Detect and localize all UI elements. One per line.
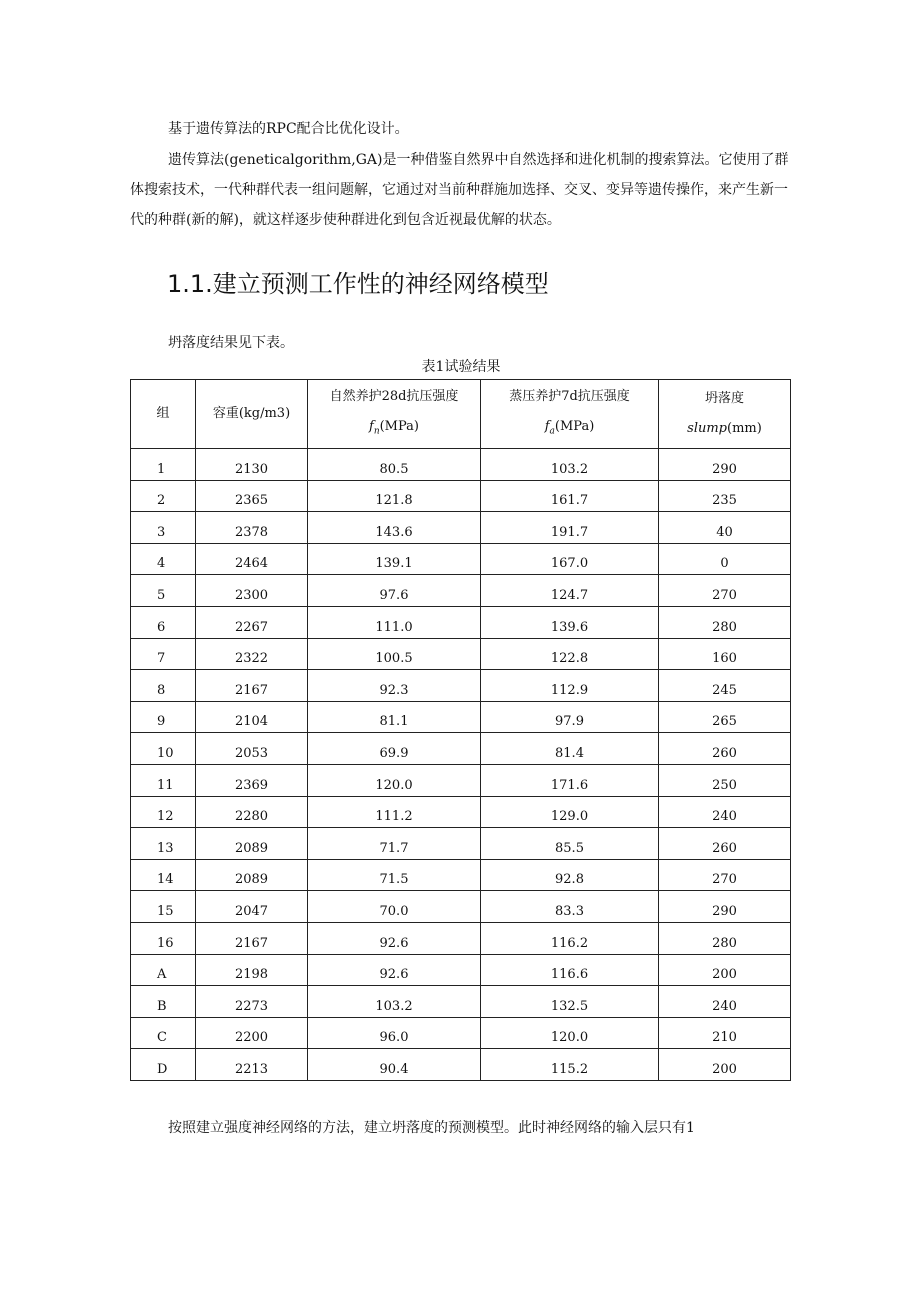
cell-steam-strength: 161.7 xyxy=(481,480,659,512)
cell-slump: 270 xyxy=(659,575,791,607)
cell-density: 2198 xyxy=(196,954,308,986)
cell-steam-strength: 92.8 xyxy=(481,859,659,891)
results-table xyxy=(130,379,791,1081)
cell-group: D xyxy=(131,1049,196,1081)
header-steam-title: 蒸压养护7d抗压强度 xyxy=(509,388,630,404)
table-row xyxy=(131,638,791,670)
cell-natural-strength: 139.1 xyxy=(308,543,481,575)
table-row xyxy=(131,670,791,702)
table-row xyxy=(131,986,791,1018)
table-row xyxy=(131,859,791,891)
cell-slump: 290 xyxy=(659,449,791,481)
cell-density: 2047 xyxy=(196,891,308,923)
cell-steam-strength: 83.3 xyxy=(481,891,659,923)
cell-natural-strength: 90.4 xyxy=(308,1049,481,1081)
cell-group: 10 xyxy=(131,733,196,765)
cell-slump: 0 xyxy=(659,543,791,575)
cell-group: B xyxy=(131,986,196,1018)
cell-group: A xyxy=(131,954,196,986)
cell-slump: 210 xyxy=(659,1017,791,1049)
cell-density: 2053 xyxy=(196,733,308,765)
cell-group: 2 xyxy=(131,480,196,512)
cell-group: 3 xyxy=(131,512,196,544)
cell-steam-strength: 97.9 xyxy=(481,701,659,733)
cell-group: 1 xyxy=(131,449,196,481)
cell-natural-strength: 92.3 xyxy=(308,670,481,702)
cell-group: 8 xyxy=(131,670,196,702)
table-row xyxy=(131,701,791,733)
cell-group: 9 xyxy=(131,701,196,733)
table-caption: 表1试验结果 xyxy=(421,359,501,375)
cell-slump: 240 xyxy=(659,796,791,828)
cell-steam-strength: 103.2 xyxy=(481,449,659,481)
cell-steam-strength: 115.2 xyxy=(481,1049,659,1081)
cell-steam-strength: 191.7 xyxy=(481,512,659,544)
cell-natural-strength: 96.0 xyxy=(308,1017,481,1049)
cell-natural-strength: 80.5 xyxy=(308,449,481,481)
slump-intro-paragraph: 坍落度结果见下表。 xyxy=(168,335,294,351)
cell-natural-strength: 111.0 xyxy=(308,606,481,638)
cell-density: 2273 xyxy=(196,986,308,1018)
cell-natural-strength: 92.6 xyxy=(308,922,481,954)
table-row xyxy=(131,1017,791,1049)
cell-slump: 280 xyxy=(659,606,791,638)
cell-density: 2089 xyxy=(196,828,308,860)
cell-density: 2104 xyxy=(196,701,308,733)
section-heading: 1.1.建立预测工作性的神经网络模型 xyxy=(167,270,549,298)
table-row xyxy=(131,922,791,954)
cell-steam-strength: 112.9 xyxy=(481,670,659,702)
cell-steam-strength: 116.2 xyxy=(481,922,659,954)
table-row xyxy=(131,449,791,481)
cell-natural-strength: 71.5 xyxy=(308,859,481,891)
cell-steam-strength: 171.6 xyxy=(481,764,659,796)
cell-group: 14 xyxy=(131,859,196,891)
cell-slump: 250 xyxy=(659,764,791,796)
table-header-row xyxy=(131,380,791,449)
cell-natural-strength: 71.7 xyxy=(308,828,481,860)
header-natural-unit: $f_n(MPa)$ xyxy=(369,418,419,437)
cell-natural-strength: 81.1 xyxy=(308,701,481,733)
cell-natural-strength: 121.8 xyxy=(308,480,481,512)
cell-natural-strength: 70.0 xyxy=(308,891,481,923)
table-row xyxy=(131,575,791,607)
cell-density: 2365 xyxy=(196,480,308,512)
cell-steam-strength: 85.5 xyxy=(481,828,659,860)
cell-slump: 280 xyxy=(659,922,791,954)
cell-natural-strength: 97.6 xyxy=(308,575,481,607)
cell-natural-strength: 120.0 xyxy=(308,764,481,796)
cell-natural-strength: 111.2 xyxy=(308,796,481,828)
table-row xyxy=(131,954,791,986)
cell-slump: 200 xyxy=(659,1049,791,1081)
table-row xyxy=(131,764,791,796)
header-slump-unit: slump(mm) xyxy=(687,421,762,436)
cell-slump: 200 xyxy=(659,954,791,986)
cell-density: 2300 xyxy=(196,575,308,607)
cell-steam-strength: 124.7 xyxy=(481,575,659,607)
cell-steam-strength: 139.6 xyxy=(481,606,659,638)
cell-density: 2167 xyxy=(196,670,308,702)
cell-group: 4 xyxy=(131,543,196,575)
cell-slump: 265 xyxy=(659,701,791,733)
cell-density: 2267 xyxy=(196,606,308,638)
cell-steam-strength: 120.0 xyxy=(481,1017,659,1049)
cell-steam-strength: 81.4 xyxy=(481,733,659,765)
cell-steam-strength: 129.0 xyxy=(481,796,659,828)
cell-slump: 290 xyxy=(659,891,791,923)
cell-group: 11 xyxy=(131,764,196,796)
header-natural-strength xyxy=(308,380,481,449)
cell-slump: 40 xyxy=(659,512,791,544)
header-slump-title: 坍落度 xyxy=(704,391,744,406)
cell-density: 2464 xyxy=(196,543,308,575)
cell-density: 2369 xyxy=(196,764,308,796)
cell-natural-strength: 69.9 xyxy=(308,733,481,765)
cell-group: 6 xyxy=(131,606,196,638)
header-slump xyxy=(659,380,791,449)
cell-steam-strength: 122.8 xyxy=(481,638,659,670)
table-row xyxy=(131,512,791,544)
cell-density: 2167 xyxy=(196,922,308,954)
cell-slump: 245 xyxy=(659,670,791,702)
cell-group: 12 xyxy=(131,796,196,828)
table-row xyxy=(131,891,791,923)
cell-density: 2130 xyxy=(196,449,308,481)
cell-natural-strength: 143.6 xyxy=(308,512,481,544)
table-row xyxy=(131,480,791,512)
cell-density: 2322 xyxy=(196,638,308,670)
cell-group: 15 xyxy=(131,891,196,923)
cell-group: 5 xyxy=(131,575,196,607)
table-row xyxy=(131,1049,791,1081)
intro-paragraph: 基于遗传算法的RPC配合比优化设计。 xyxy=(168,121,409,137)
cell-group: 16 xyxy=(131,922,196,954)
cell-natural-strength: 103.2 xyxy=(308,986,481,1018)
table-row xyxy=(131,543,791,575)
table-row xyxy=(131,606,791,638)
cell-slump: 240 xyxy=(659,986,791,1018)
table-row xyxy=(131,733,791,765)
cell-density: 2089 xyxy=(196,859,308,891)
closing-paragraph: 按照建立强度神经网络的方法，建立坍落度的预测模型。此时神经网络的输入层只有1 xyxy=(168,1120,695,1136)
cell-density: 2213 xyxy=(196,1049,308,1081)
cell-steam-strength: 116.6 xyxy=(481,954,659,986)
cell-slump: 260 xyxy=(659,828,791,860)
cell-slump: 260 xyxy=(659,733,791,765)
table-row xyxy=(131,796,791,828)
header-group: 组 xyxy=(131,380,196,449)
header-natural-title: 自然养护28d抗压强度 xyxy=(329,388,459,404)
header-density: 容重(kg/m3) xyxy=(196,380,308,449)
cell-slump: 235 xyxy=(659,480,791,512)
cell-group: C xyxy=(131,1017,196,1049)
cell-natural-strength: 92.6 xyxy=(308,954,481,986)
table-row xyxy=(131,828,791,860)
cell-steam-strength: 132.5 xyxy=(481,986,659,1018)
cell-group: 13 xyxy=(131,828,196,860)
cell-slump: 270 xyxy=(659,859,791,891)
header-steam-unit: $f_a(MPa)$ xyxy=(544,418,595,437)
cell-density: 2280 xyxy=(196,796,308,828)
cell-slump: 160 xyxy=(659,638,791,670)
genetic-algorithm-paragraph: 遗传算法(geneticalgorithm,GA)是一种借鉴自然界中自然选择和进化机制的搜索算法。它使用了群体搜索技术，一代种群代表一组问题解，它通过对当前种群施加选择、交叉、变异等遗传操作，来产生新一代的种群(新的解)，就这样逐步使种群进化到包含近视最优解的状态。 xyxy=(130,152,789,228)
cell-natural-strength: 100.5 xyxy=(308,638,481,670)
cell-group: 7 xyxy=(131,638,196,670)
header-steam-strength xyxy=(481,380,659,449)
cell-density: 2378 xyxy=(196,512,308,544)
cell-density: 2200 xyxy=(196,1017,308,1049)
cell-steam-strength: 167.0 xyxy=(481,543,659,575)
